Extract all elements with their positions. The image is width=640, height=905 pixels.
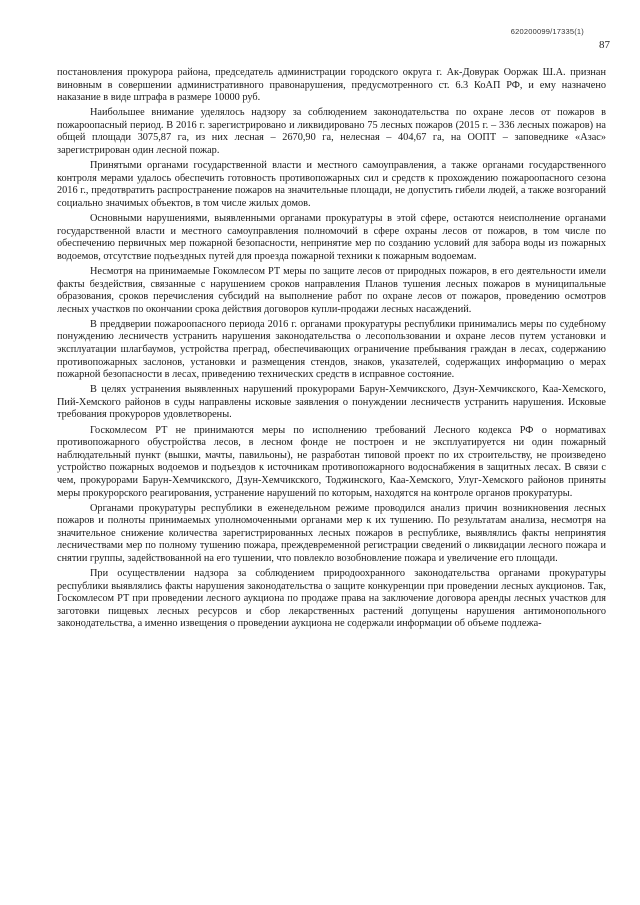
paragraph-7: В целях устранения выявленных нарушений прокурорами Барун-Хемчикского, Дзун-Хемчикского, Каа-Хемского, Пий-Хемского районов в суды направлены исковые заявления о понуждении лесничеств устранить нарушения. Исковые требования прокуроров удовлетворены. bbox=[57, 384, 606, 421]
paragraph-1: постановления прокурора района, председатель администрации городского округа г. Ак-Довурак Ооржак Ш.А. признан виновным в совершении административного правонарушения, предусмотренного ст. 6.3 КоАП РФ, и ему назначено наказание в виде штрафа в размере 10000 руб. bbox=[57, 67, 606, 104]
paragraph-4: Основными нарушениями, выявленными органами прокуратуры в этой сфере, остаются неисполнение органами государственной власти и местного самоуправления полномочий в сфере охраны лесов от пожаров, в том числе по обеспечению первичных мер пожарной безопасности, непринятие мер по созданию условий для забора воды из пожарных водоемов, отсутствие подъездных путей для проезда пожарной техники к пожарным водоемам. bbox=[57, 213, 606, 262]
paragraph-8: Госкомлесом РТ не принимаются меры по исполнению требований Лесного кодекса РФ о нормативах противопожарного обустройства лесов, в лесном фонде не построен и не эксплуатируется ни один пожарный наблюдательный пункт (вышки, мачты, павильоны), не разработан типовой проект по их строительству, не произведено устройство пожарных водоемов и подъездов к источникам противопожарного водоснабжения в защитных лесах. В связи с чем, прокурорами Барун-Хемчикского, Дзун-Хемчикского, Тоджинского, Каа-Хемского, Улуг-Хемского районов приняты меры прокурорского реагирования, устранение нарушений по которым, находятся на контроле органов прокуратуры. bbox=[57, 424, 606, 499]
paragraph-6: В преддверии пожароопасного периода 2016 г. органами прокуратуры республики принимались меры по судебному понуждению лесничеств устранить нарушения законодательства о лесопользовании и охране лесов путем установки и эксплуатации шлагбаумов, устройства преград, обеспечивающих ограничение пребывания граждан в лесах, содержанию противопожарных заслонов, установки и размещения стендов, знаков, указателей, содержащих информацию о мерах пожарной безопасности в лесах, приведению технических средств в исправное состояние. bbox=[57, 318, 606, 381]
paragraph-9: Органами прокуратуры республики в еженедельном режиме проводился анализ причин возникновения лесных пожаров и полноты принимаемых уполномоченными органами мер к их тушению. По результатам анализа, несмотря на значительное снижение количества зарегистрированных лесных пожаров в республике, выявлялись факты непринятия лесничествами мер по полному тушению пожара, преждевременной регистрации сведений о ликвидации лесного пожара и снятии группы, задействованной на его тушении, что повлекло возобновление пожара и увеличение его площади. bbox=[57, 502, 606, 564]
document-id: 620200099/17335(1) bbox=[510, 27, 584, 36]
page-number: 87 bbox=[599, 39, 610, 51]
paragraph-10: При осуществлении надзора за соблюдением природоохранного законодательства органами прокуратуры республики выявлялись факты нарушения законодательства о защите конкуренции при проведении лесных аукционов. Так, Госкомлесом РТ при проведении лесного аукциона по продаже права на заключение договора аренды лесных участков для заготовки пищевых лесных ресурсов и сбор лекарственных растений допущены нарушения антимонопольного законодательства, а именно извещения о проведении аукциона не содержали информации об объеме подлежа- bbox=[57, 568, 606, 630]
paragraph-2: Наибольшее внимание уделялось надзору за соблюдением законодательства по охране лесов от пожаров в пожароопасный период. В 2016 г. зарегистрировано и ликвидировано 75 лесных пожаров (2015 г. – 336 лесных пожаров) на общей площади 3075,87 га, из них лесная – 2670,90 га, нелесная – 404,67 га, на ООПТ – заповеднике «Азас» зарегистрирован один лесной пожар. bbox=[57, 107, 606, 157]
paragraph-3: Принятыми органами государственной власти и местного самоуправления, а также органами государственного контроля мерами удалось обеспечить готовность противопожарных сил и средств к прохождению пожароопасного сезона 2016 г., предотвратить распространение пожаров на значительные площади, не допустить гибели людей, а также возгораний социально значимых объектов, в том числе жилых домов. bbox=[57, 160, 606, 209]
paragraph-5: Несмотря на принимаемые Гокомлесом РТ меры по защите лесов от природных пожаров, в его деятельности имели факты бездействия, связанные с нарушением сроков направления Планов тушения лесных пожаров в муниципальные образования, сроков перечисления субсидий на выполнение работ по охране лесов от пожаров, проведению осмотров лесных участков по окончании срока действия договоров купли-продажи лесных насаждений. bbox=[57, 265, 606, 315]
body-text bbox=[57, 67, 606, 634]
